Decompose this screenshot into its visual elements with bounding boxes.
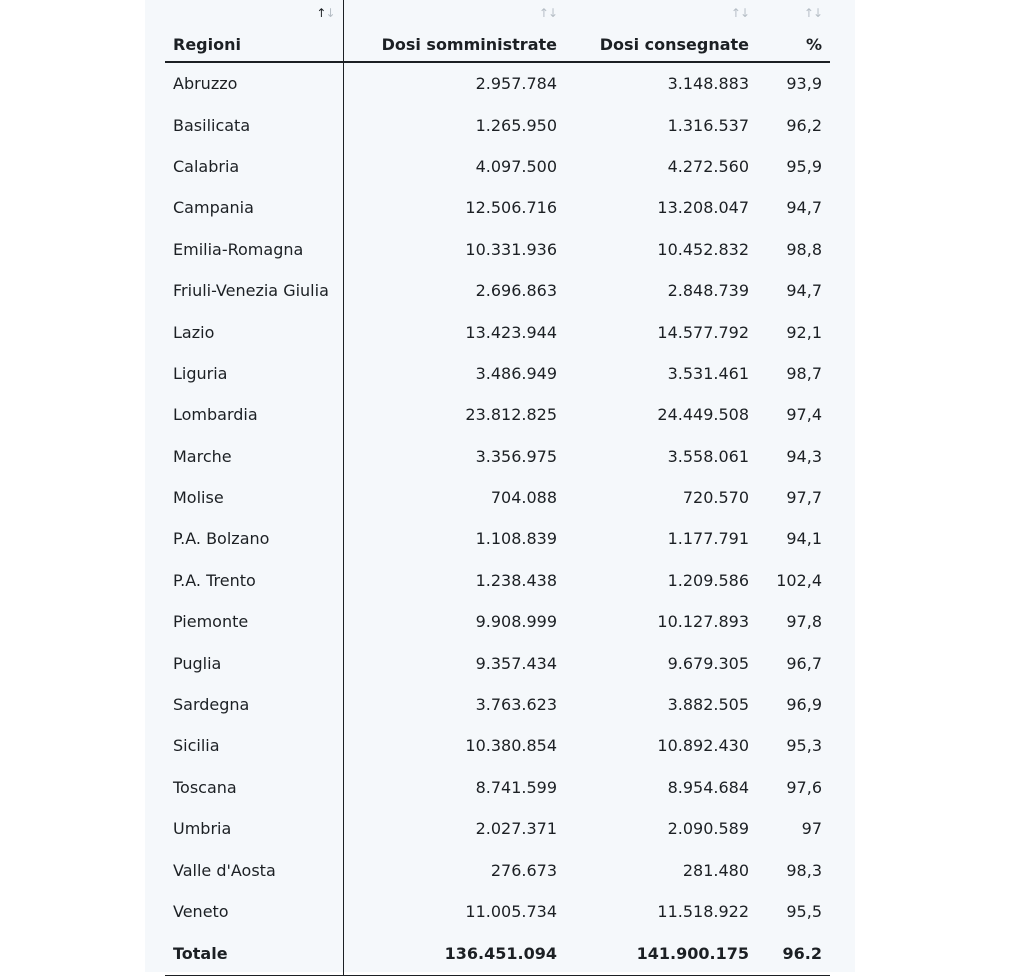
cell-regione: P.A. Trento: [165, 560, 343, 601]
cell-dosi-consegnate: 8.954.684: [667, 777, 749, 797]
cell-dosi-somministrate: 10.380.854: [465, 736, 557, 756]
cell-dosi-somministrate: 2.027.371: [475, 819, 557, 839]
cell-dosi-somministrate: 704.088: [490, 488, 557, 508]
cell-percent: 94,3: [786, 446, 822, 466]
cell-dosi-somministrate: 23.812.825: [465, 405, 557, 425]
cell-dosi-somministrate: 10.331.936: [465, 239, 557, 259]
table-row: [165, 642, 830, 683]
table-row: [165, 518, 830, 559]
cell-percent: 102,4: [776, 570, 822, 590]
cell-dosi-somministrate: 9.357.434: [475, 653, 557, 673]
cell-dosi-somministrate: 3.356.975: [475, 446, 557, 466]
cell-dosi-somministrate: 12.506.716: [465, 198, 557, 218]
cell-percent: 96,2: [786, 115, 822, 135]
cell-regione: Marche: [165, 436, 343, 477]
cell-percent: 97,7: [786, 488, 822, 508]
column-header-percent-label: %: [805, 35, 822, 54]
cell-regione: Liguria: [165, 353, 343, 394]
cell-regione: Basilicata: [165, 104, 343, 145]
total-dosi-somministrate: 136.451.094: [343, 932, 565, 976]
cell-dosi-consegnate: 3.558.061: [667, 446, 749, 466]
cell-dosi-somministrate: 11.005.734: [465, 902, 557, 921]
table-row: [165, 849, 830, 890]
cell-percent: 94,1: [786, 529, 822, 549]
cell-regione: Friuli-Venezia Giulia: [165, 270, 343, 311]
sort-arrows-icon[interactable]: ↑↓: [538, 6, 557, 20]
column-header-dosi-somministrate-label: Dosi somministrate: [381, 35, 557, 54]
cell-regione: Puglia: [165, 642, 343, 683]
column-header-dosi-consegnate[interactable]: [565, 0, 757, 62]
cell-regione: Campania: [165, 187, 343, 228]
cell-dosi-consegnate: 3.531.461: [667, 363, 749, 383]
total-percent: 96.2: [757, 932, 830, 976]
total-dosi-consegnate: 141.900.175: [565, 932, 757, 976]
cell-dosi-consegnate: 10.127.893: [657, 612, 749, 632]
cell-regione: Sicilia: [165, 725, 343, 766]
table-row: [165, 146, 830, 187]
cell-regione: Piemonte: [165, 601, 343, 642]
cell-percent: 93,9: [786, 74, 822, 94]
cell-dosi-consegnate: 11.518.922: [657, 902, 749, 921]
cell-percent: 94,7: [786, 281, 822, 301]
cell-regione: Sardegna: [165, 684, 343, 725]
cell-dosi-consegnate: 1.177.791: [667, 529, 749, 549]
cell-regione: P.A. Bolzano: [165, 518, 343, 559]
cell-percent: 96,9: [786, 695, 822, 715]
sort-arrows-icon[interactable]: ↑↓: [803, 6, 822, 20]
cell-dosi-somministrate: 9.908.999: [475, 612, 557, 632]
cell-dosi-somministrate: 1.238.438: [475, 570, 557, 590]
total-label: Totale: [165, 932, 343, 976]
table-row: [165, 270, 830, 311]
cell-dosi-somministrate: 1.265.950: [475, 115, 557, 135]
cell-percent: 95,5: [786, 902, 822, 921]
table-row: [165, 601, 830, 642]
table-row: [165, 477, 830, 518]
total-row: [165, 932, 830, 976]
cell-regione: Veneto: [165, 891, 343, 932]
cell-dosi-somministrate: 3.763.623: [475, 695, 557, 715]
cell-regione: Lazio: [165, 311, 343, 352]
table-row: [165, 229, 830, 270]
cell-percent: 96,7: [786, 653, 822, 673]
table-row: [165, 891, 830, 932]
cell-dosi-consegnate: 281.480: [682, 860, 749, 880]
header-row: [165, 0, 830, 62]
cell-dosi-consegnate: 14.577.792: [657, 322, 749, 342]
cell-dosi-somministrate: 3.486.949: [475, 363, 557, 383]
cell-dosi-somministrate: 1.108.839: [475, 529, 557, 549]
table-row: [165, 725, 830, 766]
cell-percent: 92,1: [786, 322, 822, 342]
cell-percent: 94,7: [786, 198, 822, 218]
cell-percent: 95,9: [786, 156, 822, 176]
cell-regione: Molise: [165, 477, 343, 518]
cell-dosi-somministrate: 13.423.944: [465, 322, 557, 342]
column-header-regioni-label: Regioni: [173, 35, 241, 54]
sort-arrows-icon[interactable]: ↑↓: [316, 6, 335, 20]
cell-dosi-consegnate: 13.208.047: [657, 198, 749, 218]
table-row: [165, 394, 830, 435]
cell-regione: Abruzzo: [165, 62, 343, 104]
table-panel: [145, 0, 855, 972]
table-row: [165, 767, 830, 808]
table-row: [165, 311, 830, 352]
cell-dosi-somministrate: 2.957.784: [475, 74, 557, 94]
column-header-dosi-somministrate[interactable]: [343, 0, 565, 62]
cell-percent: 98,8: [786, 239, 822, 259]
cell-regione: Toscana: [165, 767, 343, 808]
cell-regione: Emilia-Romagna: [165, 229, 343, 270]
cell-regione: Umbria: [165, 808, 343, 849]
table-row: [165, 62, 830, 104]
table-row: [165, 353, 830, 394]
cell-percent: 97,6: [786, 777, 822, 797]
table-row: [165, 560, 830, 601]
column-header-regioni[interactable]: [165, 0, 343, 62]
cell-dosi-somministrate: 276.673: [490, 860, 557, 880]
cell-dosi-consegnate: 4.272.560: [667, 156, 749, 176]
cell-dosi-consegnate: 720.570: [682, 488, 749, 508]
cell-dosi-consegnate: 2.848.739: [667, 281, 749, 301]
cell-dosi-consegnate: 10.452.832: [657, 239, 749, 259]
cell-dosi-somministrate: 8.741.599: [475, 777, 557, 797]
cell-regione: Valle d'Aosta: [165, 849, 343, 890]
cell-dosi-consegnate: 10.892.430: [657, 736, 749, 756]
cell-dosi-consegnate: 24.449.508: [657, 405, 749, 425]
table-body: [165, 62, 830, 976]
table-row: [165, 808, 830, 849]
cell-dosi-somministrate: 4.097.500: [475, 156, 557, 176]
column-header-percent[interactable]: [757, 0, 830, 62]
cell-regione: Calabria: [165, 146, 343, 187]
cell-regione: Lombardia: [165, 394, 343, 435]
cell-percent: 95,3: [786, 736, 822, 756]
cell-dosi-consegnate: 9.679.305: [667, 653, 749, 673]
table-header: [165, 0, 830, 62]
cell-dosi-consegnate: 3.882.505: [667, 695, 749, 715]
cell-dosi-consegnate: 2.090.589: [667, 819, 749, 839]
cell-dosi-consegnate: 1.209.586: [667, 570, 749, 590]
cell-percent: 97: [801, 819, 822, 839]
column-header-dosi-consegnate-label: Dosi consegnate: [599, 35, 749, 54]
cell-percent: 98,3: [786, 860, 822, 880]
table-row: [165, 104, 830, 145]
cell-dosi-consegnate: 3.148.883: [667, 74, 749, 94]
vaccine-doses-table: [165, 0, 830, 976]
cell-percent: 97,4: [786, 405, 822, 425]
cell-percent: 98,7: [786, 363, 822, 383]
cell-dosi-consegnate: 1.316.537: [667, 115, 749, 135]
table-row: [165, 436, 830, 477]
sort-arrows-icon[interactable]: ↑↓: [730, 6, 749, 20]
table-row: [165, 684, 830, 725]
cell-dosi-somministrate: 2.696.863: [475, 281, 557, 301]
cell-percent: 97,8: [786, 612, 822, 632]
table-row: [165, 187, 830, 228]
